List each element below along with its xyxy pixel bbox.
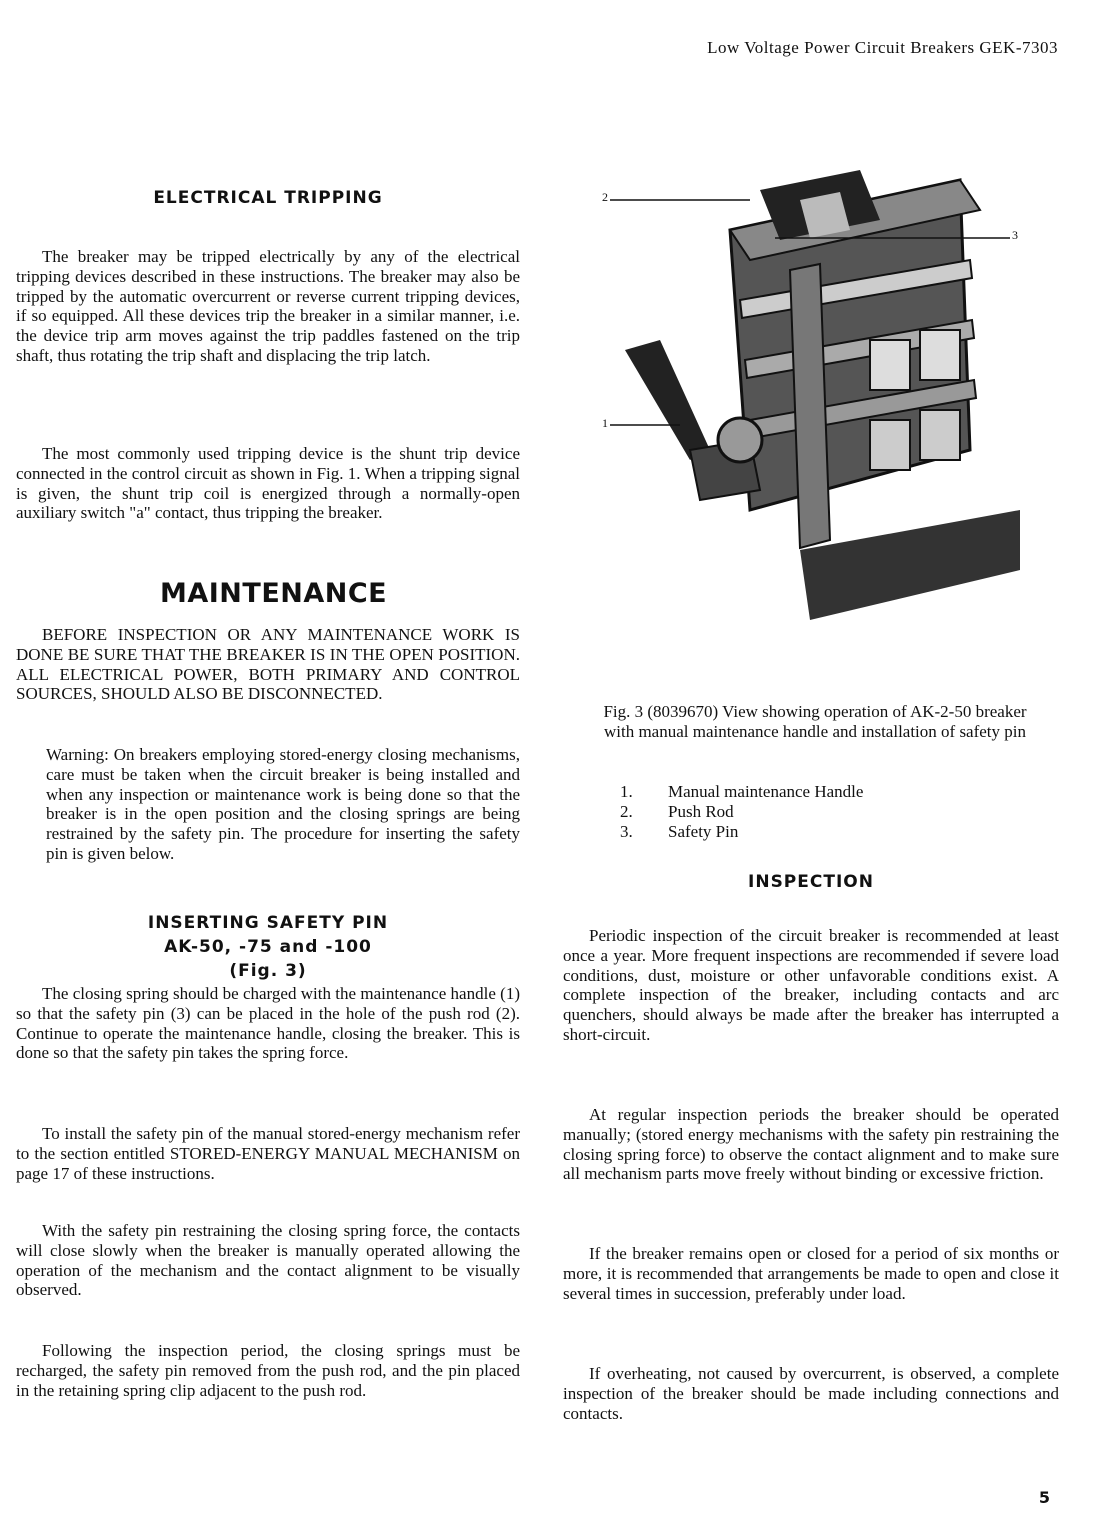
legend-item: 3. Safety Pin: [620, 822, 739, 841]
paragraph-inspection-4: If overheating, not caused by overcurrent, is observed, a complete inspection of the breaker should be made including connections and contacts.: [563, 1364, 1059, 1423]
breaker-illustration: [600, 150, 1040, 630]
paragraph-pin-1: The closing spring should be charged with the maintenance handle (1) so that the safety pin (3) can be placed in the hole of the push rod (2). Continue to operate the maintenance handle, closing the breaker. This is done so that the safety pin takes the spring force.: [16, 984, 520, 1063]
paragraph-maintenance-caution: BEFORE INSPECTION OR ANY MAINTENANCE WORK IS DONE BE SURE THAT THE BREAKER IS IN THE OPEN POSITION. ALL ELECTRICAL POWER, BOTH PRIMARY AND CONTROL SOURCES, SHOULD ALSO BE DISCONNECTED.: [16, 625, 520, 704]
page-number: 5: [1038, 1488, 1050, 1507]
paragraph-pin-4: Following the inspection period, the closing springs must be recharged, the safety pin removed from the push rod, and the pin placed in the retaining spring clip adjacent to the push rod.: [16, 1341, 520, 1400]
legend-item: 1. Manual maintenance Handle: [620, 782, 864, 801]
heading-inserting-safety-pin: INSERTING SAFETY PIN: [147, 913, 389, 933]
paragraph-electrical-1: The breaker may be tripped electrically by any of the electrical tripping devices described in these instructions. The breaker may also be tripped by the automatic overcurrent or reverse current tripping devices, if so equipped. All these devices trip the breaker in a similar manner, i.e. the device trip arm moves against the trip paddles fastened on the trip shaft, thus rotating the trip shaft and displacing the trip latch.: [16, 247, 520, 365]
breaker-photo-figure: [600, 150, 1040, 630]
running-header: Low Voltage Power Circuit Breakers GEK-7303: [707, 38, 1058, 57]
paragraph-pin-2: To install the safety pin of the manual stored-energy mechanism refer to the section entitled STORED-ENERGY MANUAL MECHANISM on page 17 of these instructions.: [16, 1124, 520, 1183]
heading-ak-models: AK-50, -75 and -100: [164, 937, 372, 957]
heading-inspection: INSPECTION: [748, 872, 874, 892]
paragraph-electrical-2: The most commonly used tripping device is the shunt trip device connected in the control circuit as shown in Fig. 1. When a tripping signal is given, the shunt trip coil is energized through a normally-open auxiliary switch "a" contact, thus tripping the breaker.: [16, 444, 520, 523]
paragraph-inspection-3: If the breaker remains open or closed for a period of six months or more, it is recommended that arrangements be made to open and close it several times in succession, preferably under load.: [563, 1244, 1059, 1303]
legend-item: 2. Push Rod: [620, 802, 734, 821]
heading-maintenance: MAINTENANCE: [160, 578, 388, 609]
callout-1: 1: [602, 416, 608, 430]
callout-2: 2: [602, 190, 608, 204]
figure-legend: [620, 782, 863, 842]
figure-caption: Fig. 3 (8039670) View showing operation of AK-2-50 breaker with manual maintenance handle and installation of safety pin: [603, 702, 1027, 741]
paragraph-inspection-2: At regular inspection periods the breaker should be operated manually; (stored energy mechanisms with the safety pin restraining the closing spring force) to observe the contact alignment and to make sure all mechanism parts move freely without binding or excessive friction.: [563, 1105, 1059, 1184]
heading-electrical-tripping: ELECTRICAL TRIPPING: [153, 188, 383, 208]
paragraph-inspection-1: Periodic inspection of the circuit breaker is recommended at least once a year. More frequent inspections are recommended if severe load conditions, dust, moisture or other unfavorable conditions exist. A complete inspection of the breaker, including contacts and arc quenchers, should always be made after the breaker has interrupted a short-circuit.: [563, 926, 1059, 1044]
callout-3: 3: [1012, 228, 1018, 242]
paragraph-pin-3: With the safety pin restraining the closing spring force, the contacts will close slowly when the breaker is manually operated allowing the operation of the mechanism and the contact alignment to be visually observed.: [16, 1221, 520, 1300]
heading-fig-ref: (Fig. 3): [229, 961, 307, 981]
paragraph-warning: Warning: On breakers employing stored-energy closing mechanisms, care must be taken when the circuit breaker is being installed and when any inspection or maintenance work is being done so that the breaker is in the open position and the closing springs are being restrained by the safety pin. The procedure for inserting the safety pin is given below.: [46, 745, 520, 863]
